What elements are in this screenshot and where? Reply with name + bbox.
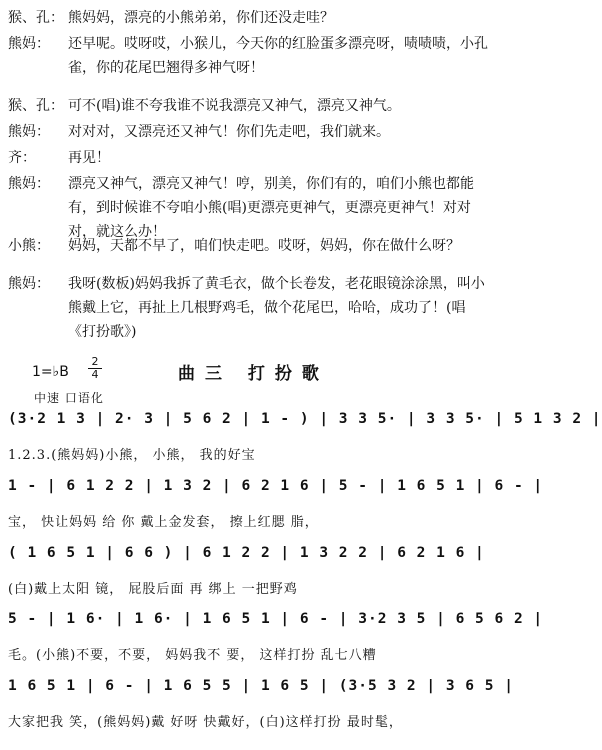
key-signature: 1=♭B <box>32 364 69 380</box>
meter-bottom: 4 <box>88 368 102 381</box>
dialogue-text: 熊妈妈，漂亮的小熊弟弟，你们还没走哇？ <box>68 10 334 26</box>
time-signature <box>88 356 102 381</box>
speaker-label: 猴、孔： <box>8 98 64 114</box>
dialogue-line <box>8 272 492 344</box>
speaker-label: 熊妈： <box>8 36 50 52</box>
dialogue-text: 我呀(数板)妈妈我拆了黄毛衣，做个长卷发，老花眼镜涂涂黑，叫小熊戴上它，再扯上几根野鸡毛，做个花尾巴，哈哈，成功了！(唱《打扮歌》) <box>68 276 485 340</box>
dialogue-line <box>8 32 492 80</box>
speaker-label: 猴、孔： <box>8 10 64 26</box>
dialogue-text: 妈妈，天都不早了，咱们快走吧。哎呀，妈妈，你在做什么呀？ <box>68 238 460 254</box>
dialogue-line <box>8 120 492 144</box>
speaker-label: 齐： <box>8 150 36 166</box>
score-lyrics: 1.2.3.(熊妈妈)小熊， 小熊， 我的好宝 <box>8 448 256 463</box>
score-lyrics: 毛。(小熊)不要，不要， 妈妈我不 要， 这样打扮 乱七八糟 <box>8 648 377 663</box>
song-title: 曲三 打扮歌 <box>178 364 329 384</box>
tempo-marking: 中速 口语化 <box>34 391 104 405</box>
dialogue-line <box>8 6 492 30</box>
score-notes: 1 6 5 1 | 6 - | 1 6 5 5 | 1 6 5 | (3·5 3 2 | 3 6 5 | <box>8 678 514 694</box>
speaker-label: 熊妈： <box>8 276 50 292</box>
dialogue-text: 还早呢。哎呀哎，小猴儿，今天你的红脸蛋多漂亮呀，啧啧啧，小孔雀，你的花尾巴翘得多神气呀！ <box>68 36 488 76</box>
score-notes: (3·2 1 3 | 2· 3 | 5 6 2 | 1 - ) | 3 3 5· | 3 3 5· | 5 1 3 2 | <box>8 411 602 427</box>
meter-top: 2 <box>91 355 99 368</box>
dialogue-text: 漂亮又神气，漂亮又神气！哼，别美，你们有的，咱们小熊也都能有，到时候谁不夸咱小熊(唱)更漂亮更神气，更漂亮更神气！对对对，就这么办！ <box>68 176 474 240</box>
dialogue-line <box>8 234 492 258</box>
score-notes: 1 - | 6 1 2 2 | 1 3 2 | 6 2 1 6 | 5 - | 1 6 5 1 | 6 - | <box>8 478 544 494</box>
speaker-label: 熊妈： <box>8 176 50 192</box>
dialogue-text: 可不(唱)谁不夸我谁不说我漂亮又神气，漂亮又神气。 <box>68 98 401 114</box>
score-lyrics: 大家把我 笑，(熊妈妈)戴 好呀 快戴好，(白)这样打扮 最时髦， <box>8 715 403 730</box>
score-lyrics: (白)戴上太阳 镜， 屁股后面 再 绑上 一把野鸡 <box>8 582 298 597</box>
dialogue-text: 对对对，又漂亮还又神气！你们先走吧，我们就来。 <box>68 124 390 140</box>
dialogue-text: 再见！ <box>68 150 110 166</box>
speaker-label: 小熊： <box>8 238 50 254</box>
score-notes: ( 1 6 5 1 | 6 6 ) | 6 1 2 2 | 1 3 2 2 | 6 2 1 6 | <box>8 545 485 561</box>
dialogue-line <box>8 94 492 118</box>
speaker-label: 熊妈： <box>8 124 50 140</box>
dialogue-line <box>8 146 492 170</box>
score-lyrics: 宝， 快让妈妈 给 你 戴上金发套， 擦上红腮 脂， <box>8 515 319 530</box>
score-notes: 5 - | 1 6· | 1 6· | 1 6 5 1 | 6 - | 3·2 3 5 | 6 5 6 2 | <box>8 611 544 627</box>
